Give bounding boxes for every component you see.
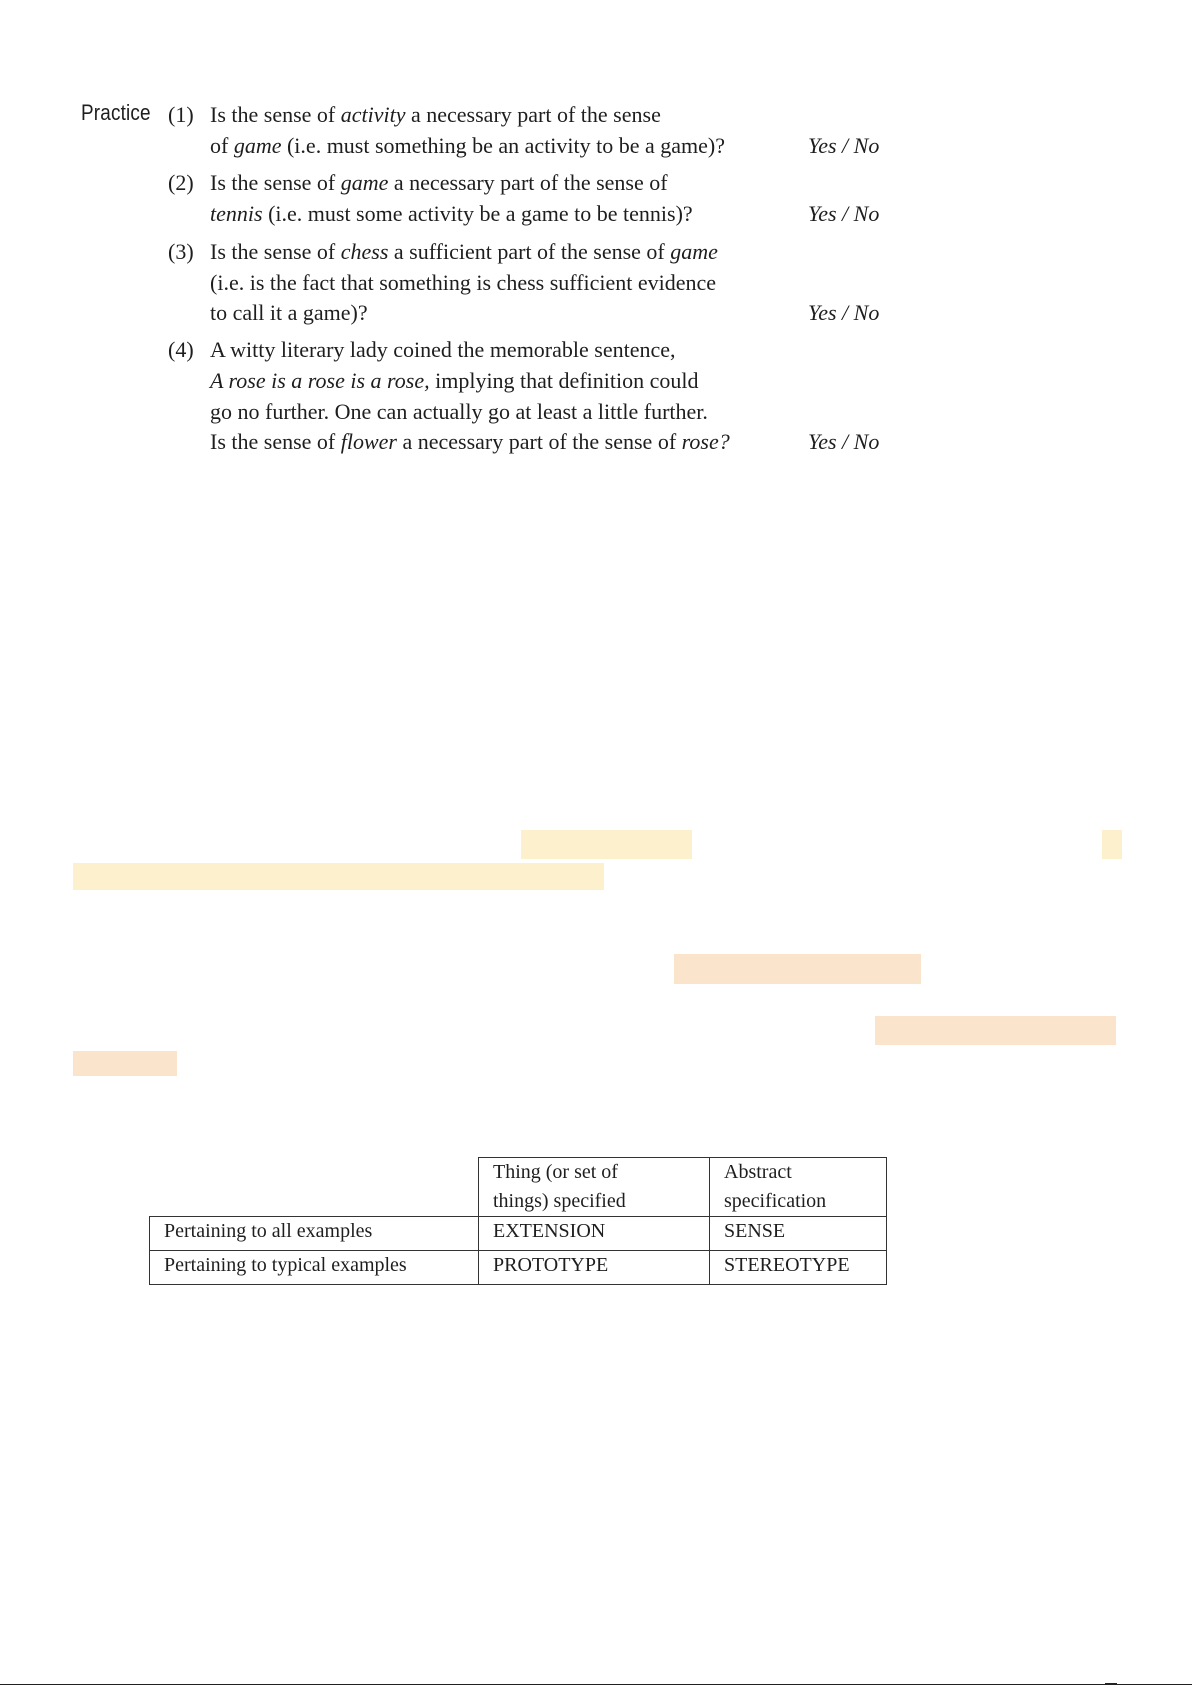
table-cell: PROTOTYPE bbox=[479, 1251, 710, 1285]
item-line: Is the sense of game a necessary part of the sense of bbox=[210, 170, 668, 195]
table-header-cell bbox=[710, 1158, 887, 1217]
yes-no-answer: Yes / No bbox=[808, 429, 880, 454]
highlight-block bbox=[73, 863, 604, 890]
table-cell: Pertaining to all examples bbox=[150, 1217, 479, 1251]
header-line: Abstract bbox=[724, 1161, 792, 1183]
item-line: Is the sense of chess a sufficient part of the sense of game bbox=[210, 239, 718, 264]
header-line: specification bbox=[724, 1190, 827, 1212]
highlight-block bbox=[674, 954, 921, 984]
highlight-block bbox=[1102, 830, 1122, 859]
table-row bbox=[150, 1251, 887, 1285]
item-number: (3) bbox=[168, 239, 194, 264]
item-line: (i.e. is the fact that something is chess sufficient evidence bbox=[210, 270, 717, 295]
table-row bbox=[150, 1217, 887, 1251]
highlight-block bbox=[875, 1016, 1116, 1045]
table-cell: SENSE bbox=[710, 1217, 887, 1251]
table-corner-cell bbox=[150, 1158, 479, 1217]
item-number: (2) bbox=[168, 170, 194, 195]
item-line: tennis (i.e. must some activity be a game to be tennis)? bbox=[210, 201, 693, 226]
item-line: Is the sense of activity a necessary part of the sense bbox=[210, 102, 661, 127]
header-line: things) specified bbox=[493, 1190, 626, 1212]
item-line: go no further. One can actually go at least a little further. bbox=[210, 399, 708, 424]
table-cell: STEREOTYPE bbox=[710, 1251, 887, 1285]
highlight-block bbox=[73, 1051, 177, 1076]
sense-extension-table bbox=[149, 1157, 887, 1285]
table-cell: Pertaining to typical examples bbox=[150, 1251, 479, 1285]
header-line: Thing (or set of bbox=[493, 1161, 618, 1183]
yes-no-answer: Yes / No bbox=[808, 300, 880, 325]
item-line: A witty literary lady coined the memorable sentence, bbox=[210, 337, 676, 362]
highlight-block bbox=[521, 830, 692, 859]
table-cell: EXTENSION bbox=[479, 1217, 710, 1251]
item-line: of game (i.e. must something be an activity to be a game)? bbox=[210, 133, 726, 158]
yes-no-answer: Yes / No bbox=[808, 201, 880, 226]
item-line: to call it a game)? bbox=[210, 300, 368, 325]
table-header-cell bbox=[479, 1158, 710, 1217]
item-number: (1) bbox=[168, 102, 194, 127]
item-line: A rose is a rose is a rose, implying that definition could bbox=[210, 368, 699, 393]
practice-label: Practice bbox=[81, 100, 151, 125]
table-header-row bbox=[150, 1158, 887, 1217]
item-line: Is the sense of flower a necessary part of the sense of rose? bbox=[210, 429, 730, 454]
yes-no-answer: Yes / No bbox=[808, 133, 880, 158]
item-number: (4) bbox=[168, 337, 194, 362]
